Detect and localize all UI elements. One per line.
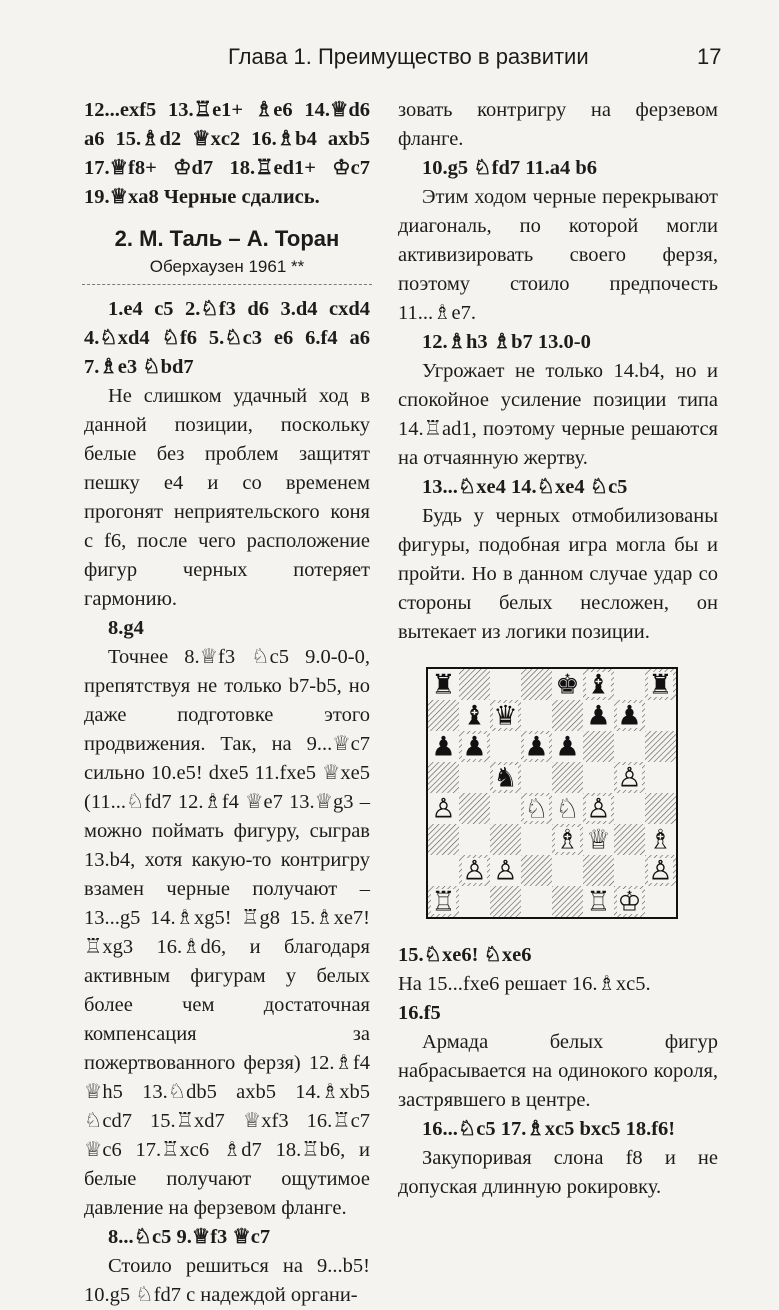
moves-line: 16...♘c5 17.♗xc5 bxc5 18.f6!	[422, 1118, 676, 1140]
right-column	[398, 96, 718, 1202]
dark-square	[459, 793, 490, 824]
chess-piece: ♞	[493, 762, 518, 794]
moves-line: 16.f5	[398, 1002, 441, 1024]
commentary: Угрожает не только 14.b4, но и спокойное усиление позиции типа 14.♖ad1, поэтому черные решаются на отчаянную жертву.	[398, 360, 718, 469]
chess-board	[426, 667, 678, 919]
chess-diagram	[426, 667, 678, 919]
moves-line: 8...♘c5 9.♕f3 ♕c7	[108, 1226, 271, 1248]
chess-piece: ♛	[493, 700, 518, 732]
left-column	[84, 96, 370, 1310]
dark-square	[490, 886, 521, 917]
game-title: 2. М. Таль – А. Торан	[114, 226, 340, 251]
page-header	[0, 44, 779, 74]
chess-piece: ♜	[431, 669, 456, 701]
chess-piece: ♚	[555, 669, 580, 701]
chess-piece: ♙	[648, 855, 673, 887]
moves-line: 13...♘xe4 14.♘xe4 ♘c5	[422, 476, 628, 498]
chess-piece: ♖	[586, 886, 611, 918]
dark-square	[521, 669, 552, 700]
commentary: Стоило решиться на 9...b5! 10.g5 ♘fd7 с надеждой органи-	[84, 1255, 370, 1306]
chess-piece: ♗	[648, 824, 673, 856]
moves-continuation: 12...exf5 13.♖e1+ ♗e6 14.♕d6 a6 15.♗d2 ♕xc2 16.♗b4 axb5 17.♕f8+ ♔d7 18.♖ed1+ ♔c7 19.♕xa8 Черные сдались.	[84, 99, 370, 208]
moves-line: 10.g5 ♘fd7 11.a4 b6	[422, 157, 598, 179]
chess-piece: ♘	[524, 793, 549, 825]
chess-piece: ♘	[555, 793, 580, 825]
chess-piece: ♖	[431, 886, 456, 918]
dark-square	[552, 762, 583, 793]
chess-piece: ♕	[586, 824, 611, 856]
chess-piece: ♙	[493, 855, 518, 887]
dark-square	[490, 824, 521, 855]
dark-square	[645, 793, 676, 824]
dark-square	[583, 731, 614, 762]
chapter-title: Глава 1. Преимущество в развитии	[228, 44, 589, 69]
commentary: На 15...fxe6 решает 16.♗xc5.	[398, 973, 651, 995]
chess-piece: ♟	[617, 700, 642, 732]
chess-piece: ♜	[648, 669, 673, 701]
dark-square	[614, 824, 645, 855]
divider	[82, 284, 372, 285]
chess-piece: ♙	[617, 762, 642, 794]
page-number: 17	[697, 44, 722, 69]
dark-square	[521, 855, 552, 886]
chess-piece: ♟	[431, 731, 456, 763]
commentary: Будь у черных отмобилизованы фигуры, подобная игра могла бы и пройти. Но в данном случае удар со стороны белых несложен, он вытекает из логики позиции.	[398, 505, 718, 643]
commentary: зовать контригру на ферзевом фланге.	[398, 99, 718, 150]
dark-square	[428, 824, 459, 855]
dark-square	[428, 762, 459, 793]
chess-piece: ♟	[462, 731, 487, 763]
chess-piece: ♟	[586, 700, 611, 732]
commentary: Закупоривая слона f8 и не допуская длинную рокировку.	[398, 1147, 718, 1198]
chess-piece: ♟	[555, 731, 580, 763]
commentary: Этим ходом черные перекрывают диагональ, по которой могли активизировать своего ферзя, поэтому стоило предпочесть 11...♗e7.	[398, 186, 718, 324]
moves-line: 15.♘xe6! ♘xe6	[398, 944, 532, 966]
dark-square	[428, 700, 459, 731]
chess-piece: ♝	[462, 700, 487, 732]
moves-line: 1.e4 c5 2.♘f3 d6 3.d4 cxd4 4.♘xd4 ♘f6 5.♘c3 e6 6.f4 a6 7.♗e3 ♘bd7	[84, 298, 370, 378]
chess-piece: ♝	[586, 669, 611, 701]
moves-line: 8.g4	[108, 617, 144, 639]
chess-piece: ♟	[524, 731, 549, 763]
commentary: Не слишком удачный ход в данной позиции, поскольку белые без проблем защитят пешку e4 и со временем прогонят неприятельского коня с f6, после чего расположение фигур черных потеряет гармонию.	[84, 385, 370, 610]
moves-line: 12.♗h3 ♗b7 13.0-0	[422, 331, 591, 353]
dark-square	[645, 731, 676, 762]
chess-piece: ♗	[555, 824, 580, 856]
chess-piece: ♙	[431, 793, 456, 825]
commentary: Точнее 8.♕f3 ♘c5 9.0-0-0, препятствуя не только b7-b5, но даже подготовке этого продвижения. Так, на 9...♕c7 сильно 10.e5! dxe5 11.fxe5 ♕xe5 (11...♘fd7 12.♗f4 ♕e7 13.♕g3 – можно поймать фигуру, сыграв 13.b4, хотя какую-то контригру взамен черные получают – 13...g5 14.♗xg5! ♖g8 15.♗xe7! ♖xg3 16.♗d6, и благодаря активным фигурам у белых более чем достаточная компенсация за пожертвованного ферзя) 12.♗f4 ♕h5 13.♘db5 axb5 14.♗xb5 ♘cd7 15.♖xd7 ♕xf3 16.♖c7 ♕c6 17.♖xc6 ♗d7 18.♖b6, и белые получают ощутимое давление на ферзевом фланге.	[84, 646, 370, 1219]
chess-piece: ♔	[617, 886, 642, 918]
dark-square	[583, 855, 614, 886]
dark-square	[552, 886, 583, 917]
chess-piece: ♙	[462, 855, 487, 887]
dark-square	[552, 700, 583, 731]
dark-square	[459, 669, 490, 700]
chess-piece: ♙	[586, 793, 611, 825]
game-subtitle: Оберхаузен 1961 **	[149, 257, 305, 276]
commentary: Армада белых фигур набрасывается на одинокого короля, застрявшего в центре.	[398, 1031, 718, 1111]
